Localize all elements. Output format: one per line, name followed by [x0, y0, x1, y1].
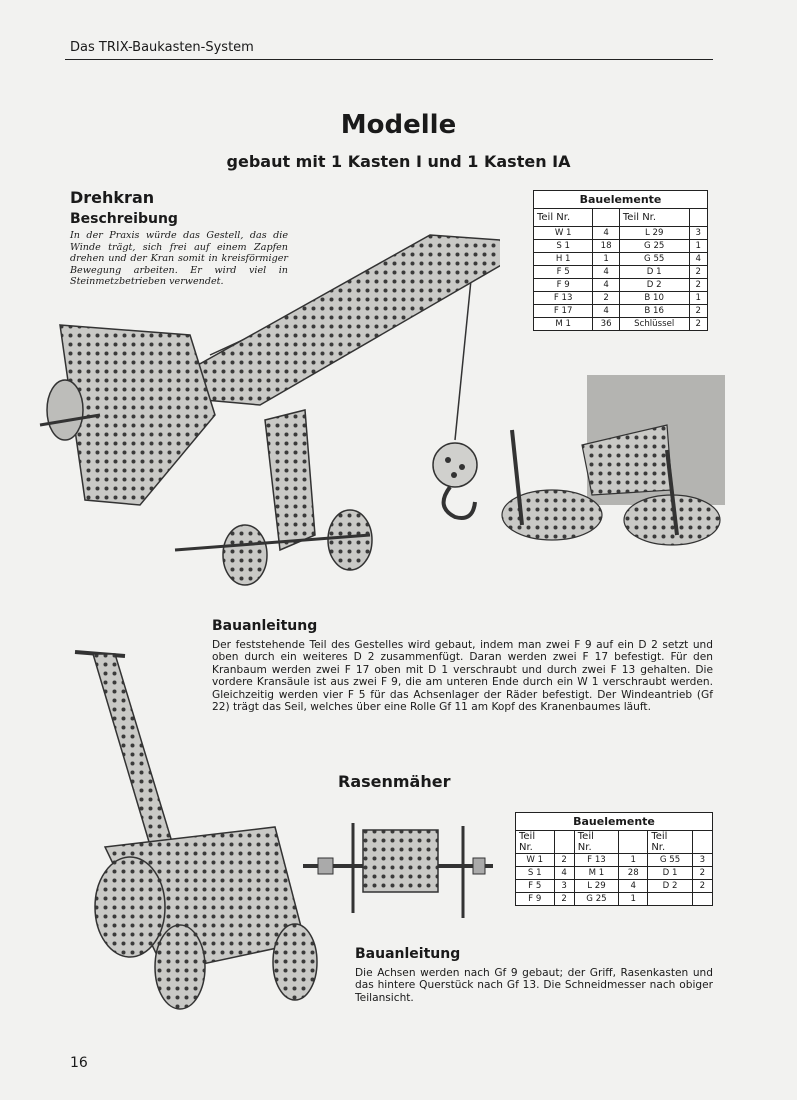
table-row: [534, 318, 708, 331]
part-count-cell: 1: [689, 292, 707, 305]
part-count-cell: 2: [692, 867, 712, 880]
part-count-cell: 2: [554, 893, 574, 906]
part-count-cell: 3: [692, 854, 712, 867]
page-subtitle: gebaut mit 1 Kasten I und 1 Kasten IA: [226, 152, 571, 171]
column-header: Teil Nr.: [648, 831, 692, 854]
part-count-cell: 2: [689, 305, 707, 318]
part-count-cell: 1: [619, 893, 648, 906]
drehkran-instructions-heading: Bauanleitung: [212, 618, 318, 634]
part-count-cell: 18: [593, 240, 620, 253]
drehkran-heading: Drehkran: [70, 188, 155, 207]
table-row: [516, 880, 713, 893]
rasenmaeher-instructions-heading: Bauanleitung: [355, 946, 461, 962]
part-count-cell: 3: [554, 880, 574, 893]
part-code-cell: W 1: [534, 227, 593, 240]
part-count-cell: 36: [593, 318, 620, 331]
part-code-cell: D 1: [648, 867, 692, 880]
part-code-cell: S 1: [516, 867, 555, 880]
part-code-cell: Schlüssel: [619, 318, 689, 331]
drehkran-description-heading: Beschreibung: [70, 211, 178, 227]
page-number: 16: [70, 1055, 88, 1071]
part-code-cell: M 1: [534, 318, 593, 331]
part-code-cell: G 55: [619, 253, 689, 266]
drehkran-instructions: Der feststehende Teil des Gestelles wird gebaut, indem man zwei F 9 auf ein D 2 setzt und oben durch ein weiteres D 2 zusammenfügt. Daran werden zwei F 17 befestigt. Für den Kranbaum werden zwei F 17 oben mit D 1 verschraubt und durch zwei F 13 gehalten. Die vordere Kransäule ist aus zwei F 9, die am unteren Ende durch ein W 1 verschraubt werden. Gleichzeitig werden vier F 5 für das Achsenlager der Räder befestigt. Der Windeantrieb (Gf 22) trägt das Seil, welches über eine Rolle Gf 11 am Kopf des Kranenbaumes läuft.: [212, 639, 713, 714]
table-row: [534, 266, 708, 279]
part-code-cell: F 5: [516, 880, 555, 893]
header-rule: [65, 59, 713, 60]
rasenmaeher-heading: Rasenmäher: [338, 772, 451, 791]
part-code-cell: F 13: [534, 292, 593, 305]
part-count-cell: 4: [689, 253, 707, 266]
table-row: [534, 292, 708, 305]
part-code-cell: F 13: [574, 854, 618, 867]
part-count-cell: 4: [554, 867, 574, 880]
part-code-cell: F 17: [534, 305, 593, 318]
table-row: [516, 893, 713, 906]
part-code-cell: D 1: [619, 266, 689, 279]
part-count-cell: 4: [593, 266, 620, 279]
column-header: Teil Nr.: [534, 209, 593, 227]
part-code-cell: G 25: [574, 893, 618, 906]
part-code-cell: B 10: [619, 292, 689, 305]
cutter-axle-illustration: [298, 818, 498, 923]
part-count-cell: 1: [593, 253, 620, 266]
part-count-cell: [692, 893, 712, 906]
table-row: [534, 227, 708, 240]
lawnmower-illustration: [65, 642, 325, 1037]
part-count-cell: 4: [593, 227, 620, 240]
part-code-cell: H 1: [534, 253, 593, 266]
rasenmaeher-parts-table: [515, 812, 713, 906]
part-count-cell: 2: [692, 880, 712, 893]
part-count-cell: 2: [689, 266, 707, 279]
table-row: [516, 867, 713, 880]
part-count-cell: 1: [689, 240, 707, 253]
table-row: [534, 253, 708, 266]
part-code-cell: G 25: [619, 240, 689, 253]
part-code-cell: W 1: [516, 854, 555, 867]
part-code-cell: D 2: [619, 279, 689, 292]
part-code-cell: F 9: [516, 893, 555, 906]
part-count-cell: 1: [619, 854, 648, 867]
part-count-cell: 2: [689, 279, 707, 292]
table-row: [534, 305, 708, 318]
drehkran-parts-table: [533, 190, 708, 331]
part-code-cell: D 2: [648, 880, 692, 893]
table-row: [534, 240, 708, 253]
table-row: [516, 854, 713, 867]
column-header: Teil Nr.: [619, 209, 689, 227]
part-code-cell: L 29: [619, 227, 689, 240]
part-code-cell: B 16: [619, 305, 689, 318]
part-code-cell: F 9: [534, 279, 593, 292]
part-count-cell: 2: [593, 292, 620, 305]
part-count-cell: 4: [593, 279, 620, 292]
column-header: Teil Nr.: [574, 831, 618, 854]
part-count-cell: 2: [689, 318, 707, 331]
running-header: Das TRIX-Baukasten-System: [70, 40, 254, 55]
part-code-cell: L 29: [574, 880, 618, 893]
table-row: [534, 279, 708, 292]
part-code-cell: S 1: [534, 240, 593, 253]
column-header: Teil Nr.: [516, 831, 555, 854]
part-code-cell: F 5: [534, 266, 593, 279]
drehkran-description: In der Praxis würde das Gestell, das die Winde trägt, sich frei auf einem Zapfen drehen und der Kran somit in kreisförmiger Bewegung arbeiten. Er wird viel in Steinmetzbetrieben verwendet.: [70, 230, 288, 287]
table-caption: Bauelemente: [534, 191, 708, 209]
part-code-cell: M 1: [574, 867, 618, 880]
part-count-cell: 2: [554, 854, 574, 867]
rasenmaeher-instructions: Die Achsen werden nach Gf 9 gebaut; der Griff, Rasenkasten und das hintere Querstück nach Gf 13. Die Schneidmesser nach obiger Teilansicht.: [355, 967, 713, 1004]
crane-illustration: [30, 205, 500, 590]
part-count-cell: 4: [593, 305, 620, 318]
table-caption: Bauelemente: [516, 813, 713, 831]
part-count-cell: 3: [689, 227, 707, 240]
part-code-cell: [648, 893, 692, 906]
partial-view-illustration: [497, 370, 725, 550]
part-count-cell: 28: [619, 867, 648, 880]
part-code-cell: G 55: [648, 854, 692, 867]
page-title: Modelle: [340, 110, 457, 140]
part-count-cell: 4: [619, 880, 648, 893]
